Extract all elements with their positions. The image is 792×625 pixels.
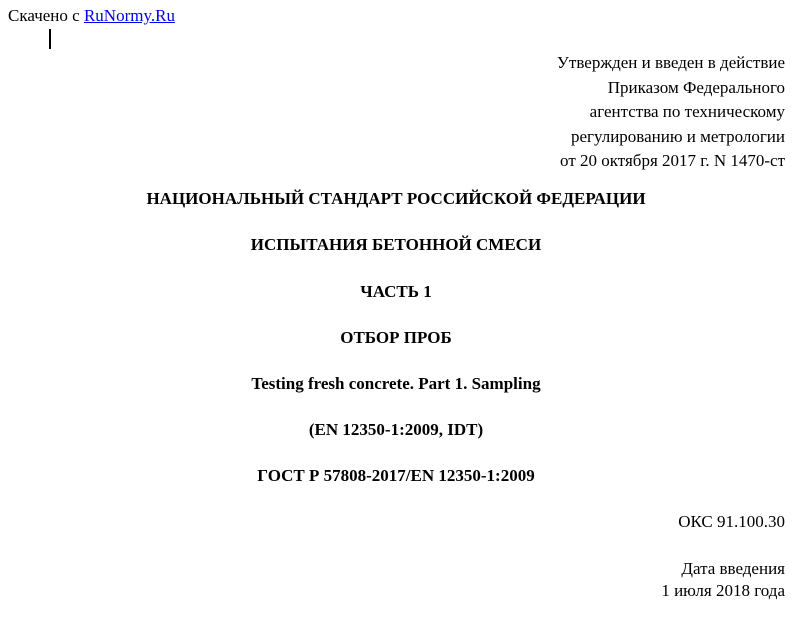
approval-line: Утвержден и введен в действие: [556, 53, 785, 72]
oks-code: ОКС 91.100.30: [678, 512, 785, 531]
approval-block: [557, 51, 785, 174]
text-cursor: [49, 29, 51, 49]
introduction-date: 1 июля 2018 года: [661, 581, 785, 600]
source-prefix: Скачено с: [8, 6, 84, 25]
standard-designation: ГОСТ Р 57808-2017/EN 12350-1:2009: [257, 466, 535, 485]
approval-line: от 20 октября 2017 г. N 1470-ст: [560, 151, 785, 170]
approval-line: Приказом Федерального: [607, 77, 785, 97]
subject-heading: ИСПЫТАНИЯ БЕТОННОЙ СМЕСИ: [250, 235, 542, 254]
approval-line: регулированию и метрологии: [570, 126, 785, 146]
equivalence-note: (EN 12350-1:2009, IDT): [308, 420, 484, 439]
introduction-label: Дата введения: [681, 559, 785, 578]
english-title: Testing fresh concrete. Part 1. Sampling: [251, 374, 541, 393]
part-heading: ЧАСТЬ 1: [360, 282, 432, 301]
national-standard-heading: НАЦИОНАЛЬНЫЙ СТАНДАРТ РОССИЙСКОЙ ФЕДЕРАЦИИ: [146, 189, 646, 208]
section-heading: ОТБОР ПРОБ: [340, 328, 452, 347]
source-note: [8, 6, 175, 26]
source-link[interactable]: RuNormy.Ru: [83, 6, 175, 25]
approval-line: агентства по техническому: [589, 102, 785, 121]
